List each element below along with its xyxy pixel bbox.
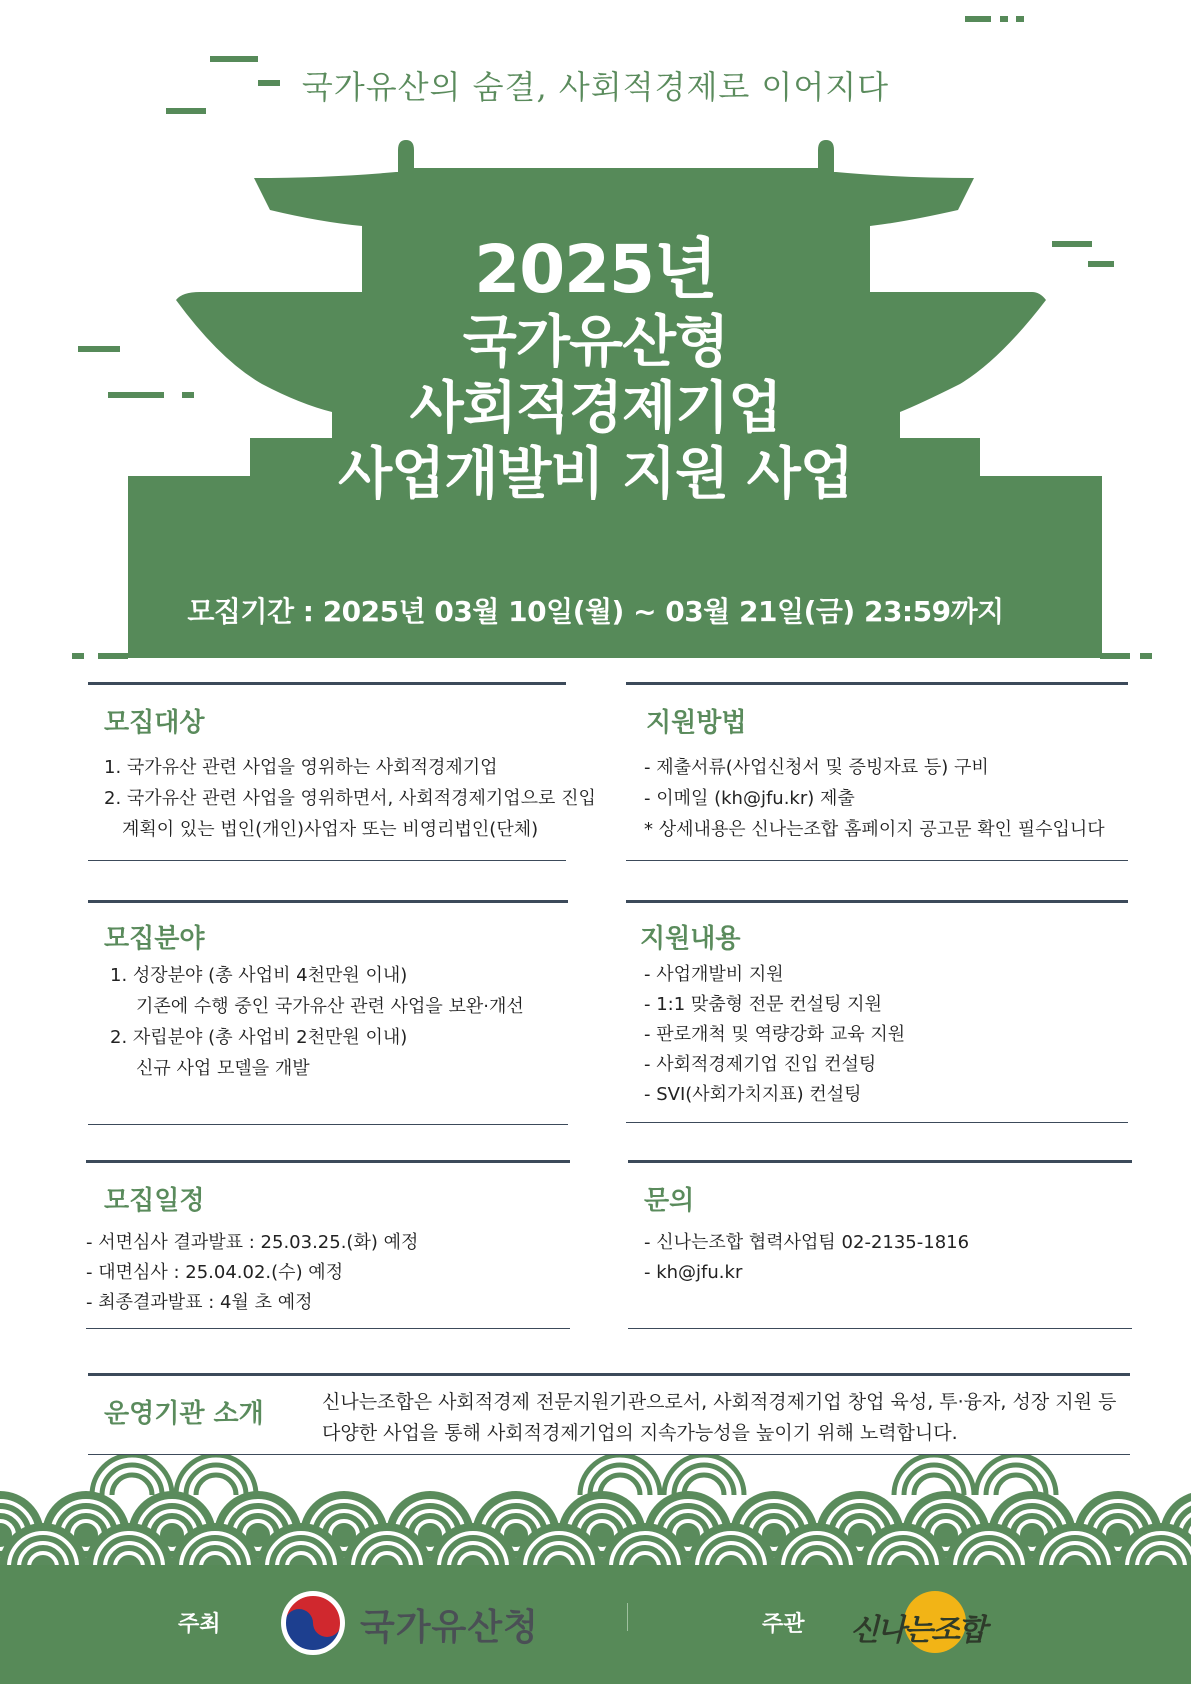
section-heading: 지원방법 bbox=[646, 708, 747, 738]
org-heading: 운영기관 소개 bbox=[104, 1399, 264, 1429]
list-item: 신규 사업 모델을 개발 bbox=[136, 1058, 310, 1079]
section-heading: 모집분야 bbox=[104, 924, 205, 954]
wave-pattern-decoration bbox=[0, 1455, 1191, 1567]
list-item: - 사업개발비 지원 bbox=[644, 964, 784, 985]
footer bbox=[0, 1565, 1191, 1684]
list-item: - 대면심사 : 25.04.02.(수) 예정 bbox=[86, 1262, 344, 1283]
section-divider bbox=[626, 900, 1128, 903]
section-bottom-line bbox=[88, 860, 566, 861]
org-description: 신나는조합은 사회적경제 전문지원기관으로서, 사회적경제기업 창업 육성, 투·융자, 성장 지원 등 다양한 사업을 통해 사회적경제기업의 지속가능성을 높이기 위해 노력합니다. bbox=[322, 1391, 1117, 1444]
list-item: - 제출서류(사업신청서 및 증빙자료 등) 구비 bbox=[644, 757, 989, 778]
main-title bbox=[0, 230, 1191, 508]
section-heading: 지원내용 bbox=[640, 924, 741, 954]
section-list bbox=[86, 1228, 418, 1318]
section-list bbox=[644, 960, 905, 1110]
title-line-2: 사회적경제기업 bbox=[409, 376, 782, 441]
title-line-3: 사업개발비 지원 사업 bbox=[338, 442, 853, 507]
section-schedule bbox=[86, 1160, 570, 1332]
section-bottom-line bbox=[88, 1124, 568, 1125]
section-divider bbox=[86, 1160, 570, 1163]
section-list bbox=[110, 960, 524, 1084]
section-heading: 모집일정 bbox=[104, 1186, 205, 1216]
list-item: - 서면심사 결과발표 : 25.03.25.(화) 예정 bbox=[86, 1232, 419, 1253]
list-item: - 판로개척 및 역량강화 교육 지원 bbox=[644, 1024, 906, 1045]
section-list bbox=[104, 752, 596, 845]
section-contact bbox=[628, 1160, 1132, 1332]
section-divider bbox=[626, 682, 1128, 685]
title-line-1: 국가유산형 bbox=[462, 310, 729, 375]
list-item: 계획이 있는 법인(개인)사업자 또는 비영리법인(단체) bbox=[122, 819, 539, 840]
list-item: - 최종결과발표 : 4월 초 예정 bbox=[86, 1292, 313, 1313]
section-divider bbox=[88, 1373, 1130, 1376]
section-target bbox=[88, 682, 596, 862]
organizer-label: 주관 bbox=[762, 1612, 805, 1637]
list-item: 2. 자립분야 (총 사업비 2천만원 이내) bbox=[110, 1027, 408, 1048]
host-name: 국가유산청 bbox=[360, 1607, 539, 1648]
list-item: - 이메일 (kh@jfu.kr) 제출 bbox=[644, 788, 855, 809]
section-field bbox=[88, 900, 568, 1126]
section-bottom-line bbox=[628, 1328, 1132, 1329]
list-item: - 신나는조합 협력사업팀 02-2135-1816 bbox=[644, 1232, 970, 1253]
list-item: - SVI(사회가치지표) 컨설팅 bbox=[644, 1084, 862, 1105]
title-year: 2025년 bbox=[474, 231, 717, 308]
section-method bbox=[626, 682, 1128, 862]
section-heading: 문의 bbox=[644, 1186, 695, 1216]
tagline: 국가유산의 숨결, 사회적경제로 이어지다 bbox=[301, 68, 890, 106]
taegeuk-emblem-icon bbox=[280, 1590, 346, 1656]
list-item: 1. 성장분야 (총 사업비 4천만원 이내) bbox=[110, 965, 408, 986]
organization-intro bbox=[88, 1373, 1130, 1456]
list-item: 1. 국가유산 관련 사업을 영위하는 사회적경제기업 bbox=[104, 757, 498, 778]
section-bottom-line bbox=[626, 860, 1128, 861]
host-label: 주최 bbox=[178, 1612, 221, 1637]
recruitment-period: 모집기간 : 2025년 03월 10일(월) ~ 03월 21일(금) 23:59까지 bbox=[187, 595, 1004, 628]
footer-divider bbox=[627, 1603, 628, 1631]
section-bottom-line bbox=[86, 1328, 570, 1329]
list-item: - kh@jfu.kr bbox=[644, 1262, 743, 1283]
list-item: * 상세내용은 신나는조합 홈페이지 공고문 확인 필수입니다 bbox=[644, 819, 1105, 840]
list-item: - 1:1 맞춤형 전문 컨설팅 지원 bbox=[644, 994, 882, 1015]
section-bottom-line bbox=[626, 1122, 1128, 1123]
section-list bbox=[644, 752, 1105, 845]
section-content bbox=[626, 900, 1128, 1124]
section-divider bbox=[88, 900, 568, 903]
list-item: 기존에 수행 중인 국가유산 관련 사업을 보완·개선 bbox=[136, 996, 524, 1017]
section-divider bbox=[88, 682, 566, 685]
section-divider bbox=[628, 1160, 1132, 1163]
list-item: 2. 국가유산 관련 사업을 영위하면서, 사회적경제기업으로 진입 bbox=[104, 788, 596, 809]
section-list bbox=[644, 1228, 969, 1288]
list-item: - 사회적경제기업 진입 컨설팅 bbox=[644, 1054, 877, 1075]
organizer-logo bbox=[850, 1587, 1000, 1659]
organizer-logo-text: 신나는조합 bbox=[850, 1613, 985, 1648]
section-heading: 모집대상 bbox=[104, 708, 205, 738]
